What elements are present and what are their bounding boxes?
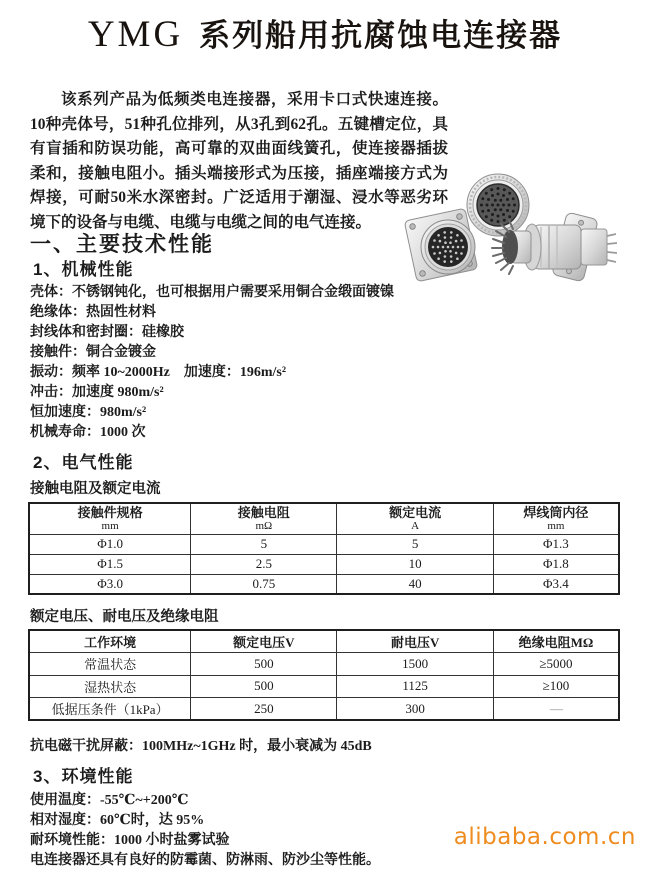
column-header: 接触电阻 mΩ	[191, 503, 337, 534]
contact-table-label: 接触电阻及额定电流	[30, 481, 161, 497]
table-cell: Φ3.4	[493, 574, 619, 594]
column-header: 接触件规格 mm	[29, 503, 191, 534]
electrical-heading: 2、电气性能	[33, 453, 134, 472]
spec-line: 机械寿命：1000 次	[30, 425, 146, 440]
spec-line: 壳体：不锈钢钝化，也可根据用户需要采用铜合金缎面镀镍	[30, 285, 394, 300]
table-cell: Φ1.8	[493, 554, 619, 574]
spec-line: 电连接器还具有良好的防霉菌、防淋雨、防沙尘等性能。	[30, 853, 380, 868]
column-header: 绝缘电阻MΩ	[493, 630, 619, 653]
spec-line: 接触件：铜合金镀金	[30, 345, 156, 360]
column-header: 额定电流 A	[337, 503, 493, 534]
alibaba-watermark: alibaba.com.cn	[453, 824, 636, 850]
environmental-heading: 3、环境性能	[33, 767, 134, 786]
product-photo	[383, 163, 635, 305]
square-flange-receptacle-icon	[404, 208, 478, 282]
voltage-table-label: 额定电压、耐电压及绝缘电阻	[30, 609, 219, 625]
table-row	[29, 675, 619, 698]
emi-shielding-note: 抗电磁干扰屏蔽：100MHz~1GHz 时，最小衰减为 45dB	[30, 739, 372, 754]
table-row	[29, 698, 619, 721]
mechanical-spec-list	[30, 283, 394, 443]
table-header-row	[29, 503, 619, 534]
environmental-spec-list	[30, 791, 380, 870]
table-cell: 300	[337, 698, 493, 721]
voltage-insulation-table	[28, 629, 620, 721]
table-cell: 40	[337, 574, 493, 594]
table-cell: —	[493, 698, 619, 721]
table-cell: 常温状态	[29, 653, 191, 676]
column-header: 额定电压V	[191, 630, 337, 653]
table-cell: 1125	[337, 675, 493, 698]
spec-line: 使用温度：-55℃~+200℃	[30, 793, 189, 808]
intro-paragraph: 该系列产品为低频类电连接器，采用卡口式快速连接。10种壳体号，51种孔位排列，从3孔到62孔。五键槽定位，具有盲插和防误功能，高可靠的双曲面线簧孔，使连接器插拔柔和，接触电阻小。插头端接形式为压接，插座端接方式为焊接，可耐50米水深密封。广泛适用于潮湿、浸水等恶劣环境下的设备与电缆、电缆与电缆之间的电气连接。	[30, 91, 448, 231]
table-row	[29, 574, 619, 594]
table-row	[29, 534, 619, 554]
mechanical-heading: 1、机械性能	[33, 260, 134, 279]
table-row	[29, 653, 619, 676]
main-section-heading: 一、主要技术性能	[30, 233, 214, 256]
contact-resistance-table	[28, 502, 620, 595]
spec-line: 振动：频率 10~2000Hz 加速度：196m/s²	[30, 365, 287, 380]
table-cell: 湿热状态	[29, 675, 191, 698]
page-title	[0, 10, 650, 56]
round-plug-face-icon	[467, 174, 529, 236]
connector-photo-illustration	[383, 163, 635, 305]
table-header-row	[29, 630, 619, 653]
table-cell: 250	[191, 698, 337, 721]
table-cell: 5	[191, 534, 337, 554]
table-cell: 1500	[337, 653, 493, 676]
table-row	[29, 554, 619, 574]
table-cell: ≥100	[493, 675, 619, 698]
title-text: 系列船用抗腐蚀电连接器	[199, 18, 563, 53]
spec-line: 冲击：加速度 980m/s²	[30, 385, 164, 400]
table-cell: Φ1.3	[493, 534, 619, 554]
cable-plug-icon	[492, 212, 617, 282]
table-cell: 500	[191, 653, 337, 676]
table-cell: 10	[337, 554, 493, 574]
table-cell: Φ3.0	[29, 574, 191, 594]
table-cell: ≥5000	[493, 653, 619, 676]
table-cell: 2.5	[191, 554, 337, 574]
column-header: 焊线筒内径 mm	[493, 503, 619, 534]
spec-line: 恒加速度：980m/s²	[30, 405, 147, 420]
table-cell: 500	[191, 675, 337, 698]
spec-line: 绝缘体：热固性材料	[30, 305, 156, 320]
spec-line: 封线体和密封圈：硅橡胶	[30, 325, 184, 340]
column-header: 工作环境	[29, 630, 191, 653]
table-cell: 低据压条件（1kPa）	[29, 698, 191, 721]
column-header: 耐电压V	[337, 630, 493, 653]
title-series-code: YMG	[87, 14, 184, 55]
table-cell: Φ1.0	[29, 534, 191, 554]
spec-line: 耐环境性能：1000 小时盐雾试验	[30, 833, 230, 848]
spec-line: 相对湿度：60℃时，达 95%	[30, 813, 205, 828]
table-cell: 0.75	[191, 574, 337, 594]
table-cell: Φ1.5	[29, 554, 191, 574]
table-cell: 5	[337, 534, 493, 554]
